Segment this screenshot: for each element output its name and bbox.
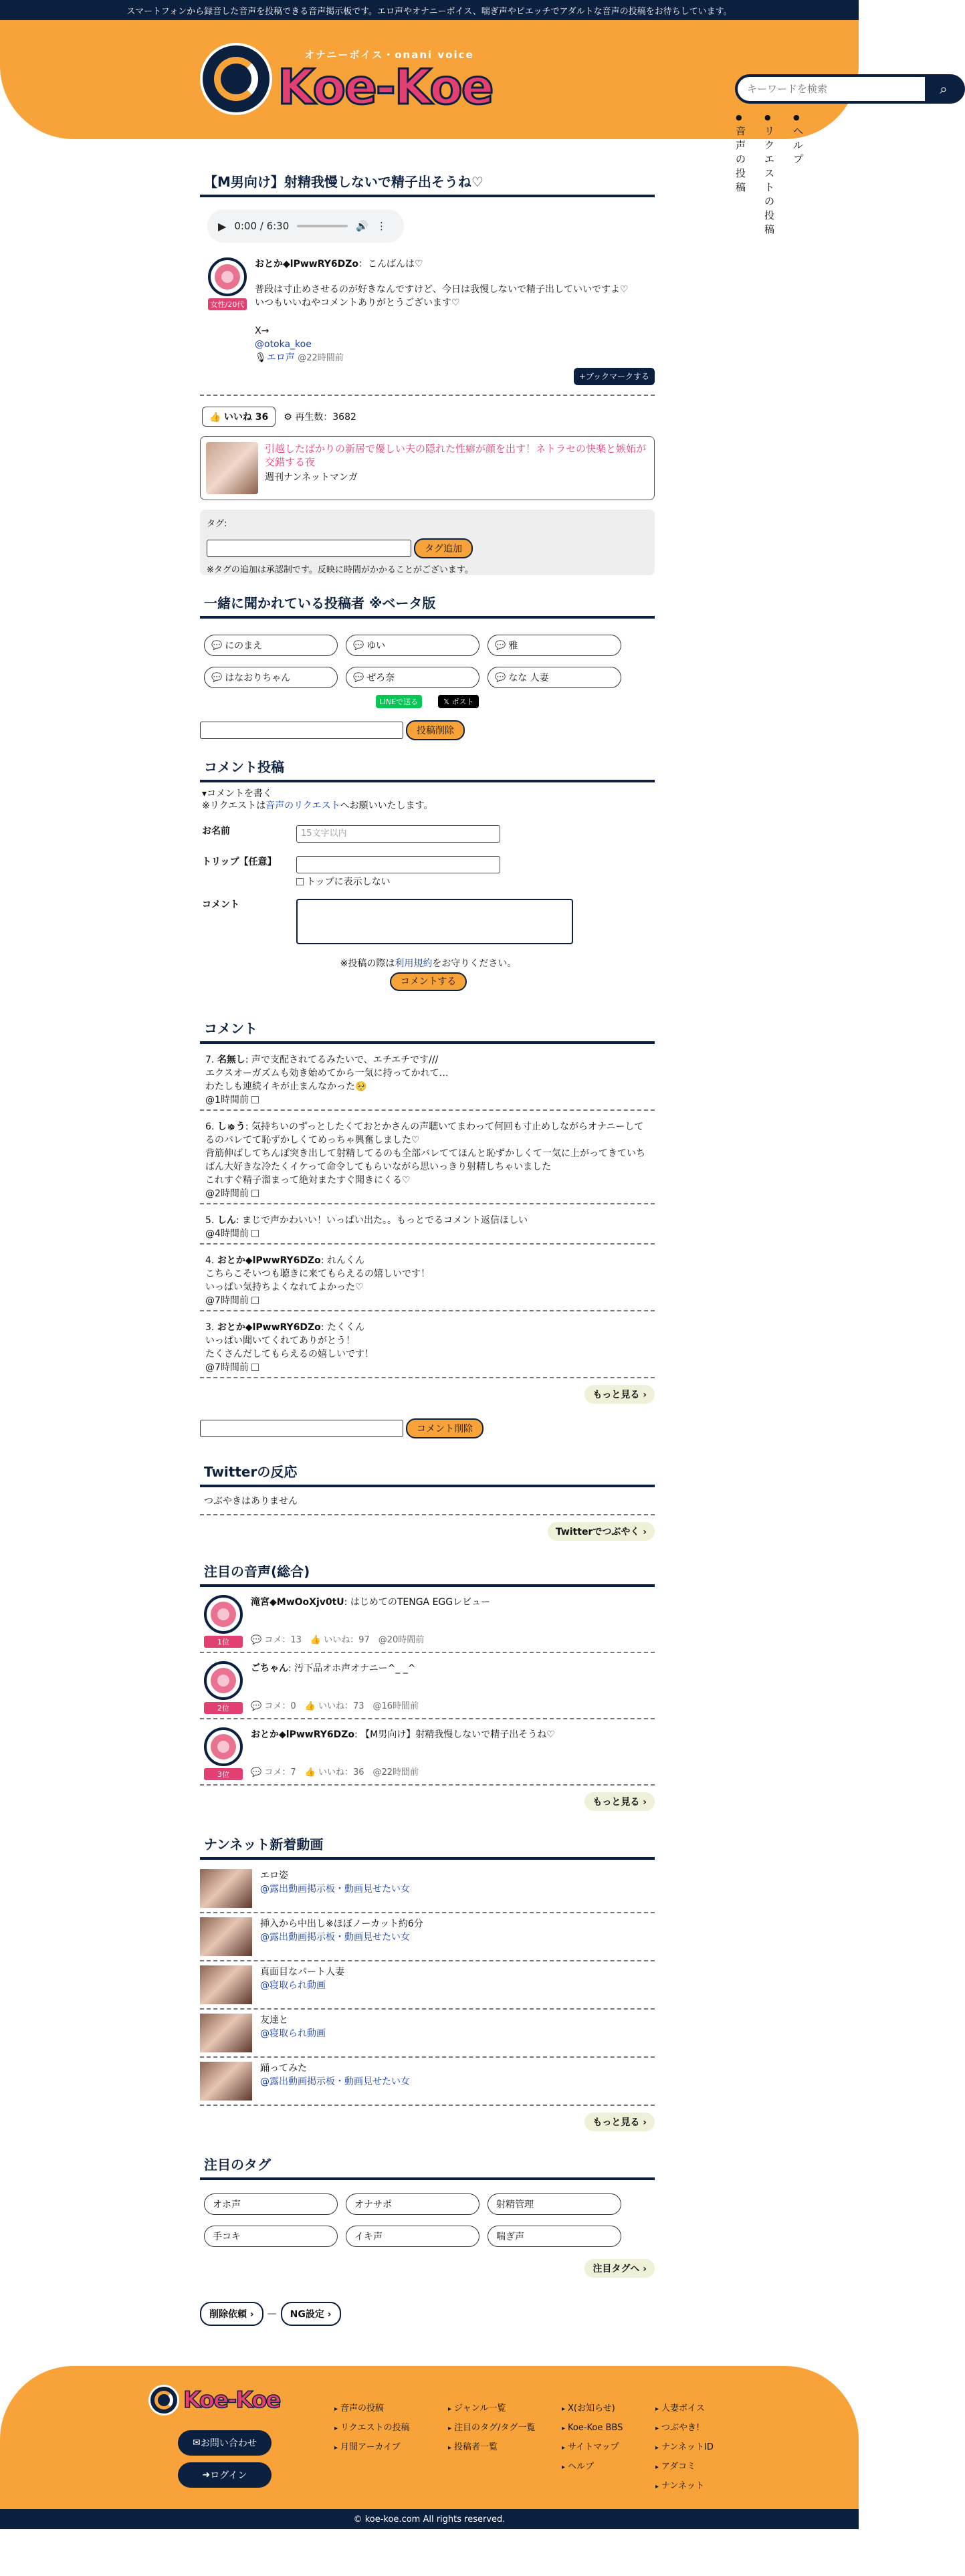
author-name[interactable]: おとか◆lPwwRY6DZo	[255, 259, 358, 270]
comment-item	[200, 1111, 655, 1204]
tweet-label: Twitterでつぶやく	[555, 1527, 640, 1537]
contact-button[interactable]	[178, 2430, 272, 2456]
footer-col-4	[655, 2399, 714, 2496]
related-user-name: ゆい	[366, 641, 386, 651]
greeting: ：こんばんは♡	[358, 259, 423, 270]
chat-bubble-icon: 💬	[211, 672, 223, 683]
hot-comments: コメ：0	[264, 1701, 296, 1711]
line-share-button[interactable]: LINEで送る	[376, 695, 423, 708]
hot-time: @20時間前	[378, 1635, 425, 1645]
delete-post-button[interactable]: 投稿削除	[406, 720, 465, 740]
video-item[interactable]	[200, 1913, 655, 1961]
comment-checkbox[interactable]	[251, 1297, 259, 1304]
comment-form	[200, 788, 655, 991]
comment-author: 名無し	[217, 1055, 245, 1065]
post-line-1: 普段は寸止めさせるのが好きなんですけど、今日は我慢しないで精子出していいですよ♡	[255, 284, 629, 295]
footer-wordmark: Koe-Koe	[183, 2387, 280, 2413]
hot-author[interactable]: おとか◆lPwwRY6DZo	[251, 1729, 354, 1740]
submit-comment-button[interactable]: コメントする	[390, 972, 467, 991]
nav-post-voice[interactable]: ● 音声の投稿	[736, 112, 746, 236]
terms-prefix: ※投稿の際は	[340, 958, 395, 969]
hide-top-checkbox[interactable]	[296, 878, 304, 885]
footer-link[interactable]: ▸ リクエストの投稿	[334, 2419, 410, 2438]
hot-comments: コメ：7	[264, 1767, 296, 1778]
search-bar	[735, 74, 965, 104]
hot-author[interactable]: 滝宮◆MwOoXjv0tU	[251, 1597, 344, 1608]
seek-bar[interactable]	[297, 225, 348, 227]
video-item[interactable]	[200, 2058, 655, 2106]
header-nav	[736, 112, 803, 236]
hot-item[interactable]	[200, 1653, 655, 1719]
logo-subtitle: オナニーボイス・onani voice	[304, 48, 474, 61]
comment-time: @4時間前	[205, 1228, 249, 1239]
hot-list	[200, 1587, 655, 1786]
video-board-link[interactable]: @寝取られ動画	[260, 1980, 326, 1991]
ng-settings-label: NG設定	[290, 2309, 324, 2320]
comment-item	[200, 1204, 655, 1245]
x-post-label: ポスト	[451, 697, 474, 706]
like-count: いいね 36	[223, 412, 269, 423]
hot-item[interactable]	[200, 1719, 655, 1786]
hot-tag-grid	[204, 2193, 655, 2247]
tag-pill[interactable]: イキ声	[346, 2226, 479, 2247]
comment-author: おとか◆lPwwRY6DZo	[217, 1255, 321, 1266]
footer-link[interactable]: ▸ 注目のタグ/タグ一覧	[448, 2419, 535, 2438]
twitter-empty: つぶやきはありません	[200, 1487, 655, 1515]
comment-list	[200, 1044, 655, 1377]
gear-icon: ⚙	[284, 412, 296, 423]
videos-title: ナンネット新着動画	[200, 1831, 655, 1860]
play-count-text: 再生数：3682	[295, 412, 356, 423]
delete-request-label: 削除依頼	[209, 2309, 247, 2320]
name-input[interactable]: 15文字以内	[296, 825, 500, 843]
comment-text: : れんくん こちらこそいつも聴きに来てもらえるの嬉しいです！ いっぱい気持ちよくなれてよかった♡	[205, 1255, 430, 1293]
video-title[interactable]: 友達と	[260, 2015, 288, 2026]
site-footer	[0, 2366, 859, 2509]
author-avatar[interactable]	[208, 257, 247, 296]
video-board-link[interactable]: @露出動画掲示板・動画見せたい女	[260, 1932, 410, 1943]
chat-bubble-icon: 💬	[495, 672, 506, 683]
related-title: 一緒に聞かれている投稿者 ※ベータ版	[200, 590, 655, 619]
related-user[interactable]	[346, 667, 479, 688]
footer-link[interactable]: ▸ 音声の投稿	[334, 2399, 410, 2419]
ng-settings-button[interactable]: NG設定 ›	[281, 2302, 341, 2326]
copyright-text: © koe-koe.com All rights reserved.	[353, 2514, 506, 2525]
search-button[interactable]	[925, 77, 962, 101]
footer-col-1	[334, 2399, 410, 2458]
footer-link[interactable]: ▸ ナンネットID	[655, 2438, 714, 2458]
footer-link[interactable]: ▸ Koe-Koe BBS	[562, 2419, 623, 2438]
comments-title: コメント	[200, 1015, 655, 1044]
comment-time: @7時間前	[205, 1295, 249, 1306]
chat-bubble-icon: 💬	[353, 640, 364, 651]
more-options-icon[interactable]: ⋮	[376, 220, 387, 232]
announcement-text: スマートフォンから録音した音声を投稿できる音声掲示板です。エロ声やオナニーボイス、喘ぎ声やピエッチでアダルトな音声の投稿をお待ちしています。	[126, 6, 732, 17]
comment-number: 6.	[205, 1121, 215, 1132]
add-tag-button[interactable]: タグ追加	[414, 538, 473, 558]
video-thumbnail[interactable]	[200, 1917, 252, 1956]
hot-time: @16時間前	[372, 1701, 419, 1711]
chat-bubble-icon: 💬	[353, 672, 364, 683]
x-account-link[interactable]: @otoka_koe	[255, 339, 312, 350]
nav-help[interactable]: ● ヘルプ	[793, 112, 803, 236]
comment-number: 7.	[205, 1055, 215, 1065]
delete-password-input[interactable]	[200, 722, 403, 739]
comment-author: しゅう	[217, 1121, 245, 1132]
comment-text: : まじで声かわいい！いっぱい出た。。もっとでるコメント返信ほしい	[235, 1215, 528, 1226]
hot-author[interactable]: ごちゃん	[251, 1663, 288, 1674]
comment-number: 3.	[205, 1322, 215, 1333]
delete-request-button[interactable]: 削除依頼 ›	[200, 2302, 263, 2326]
promo-source: 週刊ナンネットマンガ	[265, 472, 358, 483]
delete-comment-input[interactable]	[200, 1420, 403, 1437]
promo-banner[interactable]	[200, 436, 655, 500]
hot-likes: いいね：36	[318, 1767, 364, 1778]
divider	[200, 1377, 655, 1378]
play-icon[interactable]: ▶	[218, 219, 227, 233]
comment-checkbox[interactable]	[251, 1364, 259, 1371]
tag-pill[interactable]: 手コキ	[204, 2226, 338, 2247]
rank-badge: 3位	[204, 1768, 243, 1780]
search-input[interactable]	[738, 77, 925, 101]
x-logo-icon: 𝕏	[443, 697, 452, 706]
delete-comment-row	[200, 1418, 655, 1438]
comment-checkbox[interactable]	[251, 1230, 259, 1237]
delete-comment-button[interactable]: コメント削除	[406, 1418, 484, 1438]
tag-pill[interactable]: 射精管理	[488, 2193, 621, 2215]
video-thumbnail[interactable]	[200, 2014, 252, 2052]
search-icon: ⌕	[940, 81, 948, 97]
more-comments-button[interactable]	[584, 1385, 655, 1404]
tag-pill[interactable]: オホ声	[204, 2193, 338, 2215]
request-link[interactable]: 音声のリクエスト	[265, 800, 340, 811]
hot-meta: 💬 コメ：7 👍 いいね：36 @22時間前	[251, 1767, 419, 1778]
footer-col-3	[562, 2399, 623, 2477]
comment-time: @2時間前	[205, 1188, 249, 1199]
ear-logo-icon	[200, 43, 272, 115]
copyright-bar	[0, 2509, 859, 2529]
main-content	[200, 169, 655, 2326]
rank-badge: 1位	[204, 1636, 243, 1648]
tag-pill[interactable]: 喘ぎ声	[488, 2226, 621, 2247]
comment-time: @1時間前	[205, 1095, 249, 1105]
comment-checkbox[interactable]	[251, 1190, 259, 1197]
video-item[interactable]	[200, 1865, 655, 1913]
terms-link[interactable]: 利用規約	[395, 958, 433, 969]
twitter-title: Twitterの反応	[200, 1459, 655, 1487]
tag-input[interactable]	[207, 540, 411, 557]
hot-meta: 💬 コメ：0 👍 いいね：73 @16時間前	[251, 1701, 419, 1711]
chevron-right-icon: ›	[643, 1527, 647, 1537]
more-label: もっと見る	[593, 1390, 640, 1400]
footer-logo[interactable]	[148, 2385, 280, 2416]
comment-label: コメント	[202, 899, 239, 910]
hot-comments: コメ：13	[264, 1635, 302, 1645]
tag-label: タグ:	[207, 519, 227, 529]
footer-link[interactable]: ▸ 投稿者一覧	[448, 2438, 535, 2458]
video-thumbnail[interactable]	[200, 1869, 252, 1908]
play-count	[284, 410, 356, 423]
footer-link[interactable]: ▸ X(お知らせ)	[562, 2399, 623, 2419]
hot-avatar[interactable]	[204, 1727, 243, 1766]
hot-time: @22時間前	[372, 1767, 419, 1778]
video-title[interactable]: 挿入から中出し※ほぼノーカット約6分	[260, 1919, 423, 1929]
video-thumbnail[interactable]	[200, 1965, 252, 2004]
footer-link[interactable]: ▸ サイトマップ	[562, 2438, 623, 2458]
trip-input[interactable]	[296, 856, 500, 873]
video-thumbnail[interactable]	[200, 2062, 252, 2101]
ear-logo-icon	[148, 2385, 179, 2416]
comment-textarea[interactable]	[296, 899, 573, 944]
more-label: もっと見る	[593, 1797, 640, 1808]
more-label: もっと見る	[593, 2117, 640, 2128]
tag-box	[200, 510, 655, 575]
terms-suffix: をお守りください。	[432, 958, 517, 969]
thumbs-up-icon: 👍	[209, 412, 224, 423]
video-title[interactable]: 踊ってみた	[260, 2063, 307, 2074]
chevron-right-icon: ›	[643, 2264, 647, 2274]
related-user[interactable]	[488, 667, 621, 688]
video-title[interactable]: エロ姿	[260, 1870, 288, 1881]
hot-likes: いいね：73	[318, 1701, 364, 1711]
hot-title-text[interactable]: : はじめてのTENGA EGGレビュー	[344, 1597, 491, 1608]
more-label: 注目タグへ	[593, 2264, 640, 2274]
footer-link[interactable]: ▸ 人妻ボイス	[655, 2399, 714, 2419]
related-user[interactable]	[346, 635, 479, 656]
video-item[interactable]	[200, 2010, 655, 2058]
post-line-3: X→	[255, 326, 270, 336]
hot-avatar[interactable]	[204, 1595, 243, 1634]
login-label: ログイン	[210, 2470, 247, 2481]
video-list	[200, 1865, 655, 2106]
footer-col-2	[448, 2399, 535, 2458]
bottom-buttons: 削除依頼 › — NG設定 ›	[200, 2302, 655, 2326]
promo-thumbnail[interactable]	[206, 442, 258, 494]
footer-link[interactable]: ▸ 月間アーカイブ	[334, 2438, 410, 2458]
comment-text: : 声で支配されてるみたいで、エチエチです/// エクスオーガズムも効き始めてから一気に持ってかれて… わたしも連続イキが止まんなかった🥺	[205, 1055, 449, 1092]
footer-link[interactable]: ▸ アダコミ	[655, 2458, 714, 2477]
divider	[200, 395, 655, 396]
video-board-link[interactable]: @寝取られ動画	[260, 2028, 326, 2039]
tweet-button[interactable]	[548, 1522, 655, 1541]
footer-link[interactable]: ▸ ヘルプ	[562, 2458, 623, 2477]
hot-avatar[interactable]	[204, 1661, 243, 1700]
age-badge: 女性/20代	[208, 298, 247, 310]
comment-text: : たくくん いっぱい聞いてくれてありがとう！ たくさんだしてもらえるの嬉しいです！	[205, 1322, 374, 1360]
chat-bubble-icon: 💬	[211, 640, 223, 651]
related-user-name: はなおりちゃん	[225, 673, 291, 683]
more-hot-button[interactable]	[584, 1792, 655, 1811]
comment-number: 4.	[205, 1255, 215, 1266]
chat-bubble-icon: 💬	[495, 640, 506, 651]
bookmark-button[interactable]: +ブックマークする	[574, 368, 655, 385]
player-time: 0:00 / 6:30	[234, 220, 290, 232]
related-users	[204, 635, 655, 688]
related-user[interactable]	[488, 635, 621, 656]
video-board-link[interactable]: @露出動画掲示板・動画見せたい女	[260, 2076, 410, 2087]
note-prefix: ※リクエストは	[202, 800, 266, 811]
post-line-2: いつもいいねやコメントありがとうございます♡	[255, 298, 460, 308]
contact-label: お問い合わせ	[200, 2438, 257, 2449]
tag-pill[interactable]: オナサポ	[346, 2193, 479, 2215]
hot-title: 注目の音声(総合)	[200, 1558, 655, 1587]
chevron-right-icon: ›	[643, 1390, 647, 1400]
related-user[interactable]	[204, 667, 338, 688]
comment-item	[200, 1245, 655, 1311]
login-icon: ➜	[202, 2470, 211, 2480]
comment-author: しん	[217, 1215, 236, 1226]
volume-icon[interactable]: 🔊	[356, 220, 368, 232]
comment-checkbox[interactable]	[251, 1096, 259, 1103]
footer-link[interactable]: ▸ つぶやき!	[655, 2419, 714, 2438]
video-item[interactable]	[200, 1961, 655, 2010]
chevron-right-icon: ›	[643, 1797, 647, 1808]
like-button[interactable]	[202, 407, 276, 427]
post-stats	[200, 407, 655, 427]
login-button[interactable]	[178, 2462, 272, 2488]
mail-icon: ✉	[193, 2438, 201, 2448]
hot-tags-title: 注目のタグ	[200, 2151, 655, 2180]
tag-note: ※タグの追加は承認制です。反映に時間がかかることがございます。	[207, 565, 473, 575]
hot-title-text[interactable]: : 汚下品オホ声オナニー^_ _^	[288, 1663, 416, 1674]
x-post-button[interactable]	[438, 695, 479, 708]
top-announcement-bar	[0, 0, 859, 20]
name-label: お名前	[202, 826, 230, 837]
comment-number: 5.	[205, 1215, 215, 1226]
write-comment-toggle[interactable]: ▾コメントを書く	[202, 788, 273, 799]
related-user-name: ぜろ奈	[366, 673, 395, 683]
hot-likes: いいね：97	[324, 1635, 370, 1645]
hot-title-text[interactable]: : 【M男向け】射精我慢しないで精子出そうね♡	[354, 1729, 555, 1740]
related-user-name: 雅	[508, 641, 518, 651]
more-videos-button[interactable]	[584, 2113, 655, 2131]
terms-note	[202, 958, 655, 970]
delete-post-row	[200, 720, 655, 740]
related-user-name: なな 人妻	[508, 673, 549, 683]
logo-wordmark: Koe-Koe	[278, 58, 493, 115]
trip-label: トリップ【任意】	[202, 857, 277, 867]
request-note	[202, 800, 655, 812]
promo-title[interactable]: 引越したばかりの新居で優しい夫の隠れた性癖が顔を出す！ネトラセの快楽と嫉妬が交錯する夜	[265, 443, 647, 468]
chevron-right-icon: ›	[643, 2117, 647, 2128]
hide-top-label: トップに表示しない	[306, 877, 391, 887]
comment-time: @7時間前	[205, 1362, 249, 1373]
audio-player[interactable]	[207, 209, 404, 243]
rank-badge: 2位	[204, 1702, 243, 1714]
hot-meta: 💬 コメ：13 👍 いいね：97 @20時間前	[251, 1635, 425, 1645]
site-logo[interactable]	[200, 43, 493, 115]
comment-text: : 気持ちいのずっとしたくておとかさんの声聴いてまわって何回も寸止めしながらオナニーしてるのバレてて恥ずかしくてめっちゃ興奮しました♡ 背筋伸ばしてちんぽ突き出して射精してるのも全部バレててほんと恥ずかしくて一気に上がってきていちばん大好きな冷たくイケって命令してもらいながら思いっきり射精しちゃいました これすぐ精子溜まって絶対またすぐ聞きにくる♡	[205, 1121, 645, 1186]
video-board-link[interactable]: @露出動画掲示板・動画見せたい女	[260, 1884, 410, 1895]
hot-item[interactable]	[200, 1587, 655, 1653]
post-body	[200, 257, 655, 385]
category-link[interactable]: エロ声	[266, 352, 295, 363]
comment-form-title: コメント投稿	[200, 754, 655, 782]
more-tags-button[interactable]	[584, 2259, 655, 2278]
post-title: 【M男向け】射精我慢しないで精子出そうね♡	[200, 169, 655, 197]
mic-icon: 🎙	[255, 352, 267, 363]
comment-author: おとか◆lPwwRY6DZo	[217, 1322, 321, 1333]
share-buttons	[200, 695, 655, 708]
comment-item	[200, 1044, 655, 1111]
comment-item	[200, 1311, 655, 1377]
footer-link[interactable]: ▸ ジャンル一覧	[448, 2399, 535, 2419]
note-suffix: へお願いいたします。	[340, 800, 433, 811]
nav-post-request[interactable]: ● リクエストの投稿	[764, 112, 774, 236]
post-time: @22時間前	[298, 353, 344, 363]
video-title[interactable]: 真面目なパート人妻	[260, 1967, 344, 1977]
footer-link[interactable]: ▸ ナンネット	[655, 2477, 714, 2496]
related-user-name: にのまえ	[225, 641, 263, 651]
related-user[interactable]	[204, 635, 338, 656]
